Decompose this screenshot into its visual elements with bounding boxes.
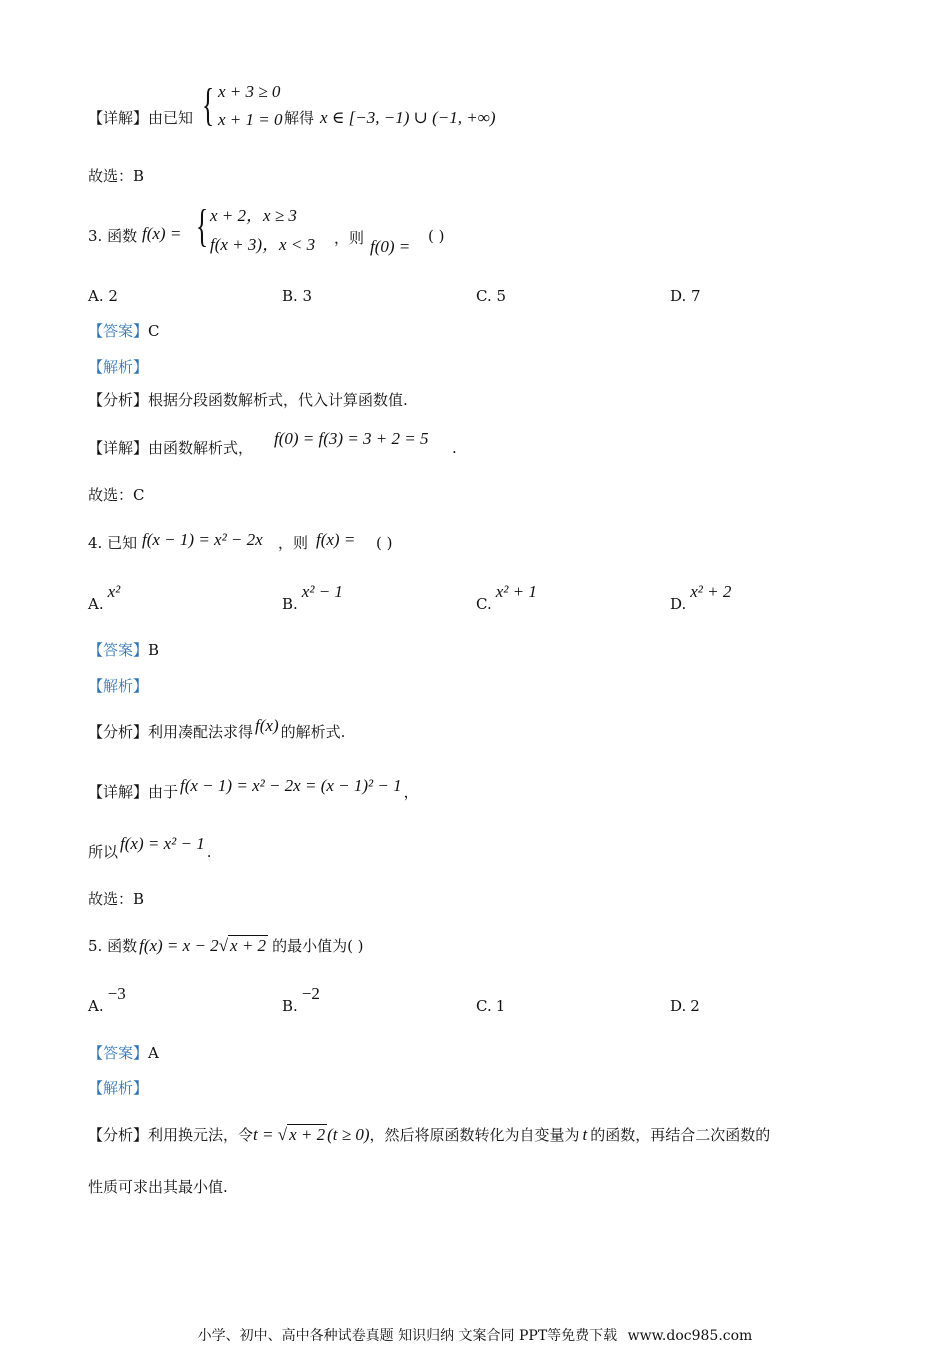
q4-ask: f(x) = [316,530,356,549]
q4-xiangjie [88,776,419,802]
q4-xiangjie-math: f(x − 1) = x² − 2x = (x − 1)² − 1 [180,776,402,795]
q4-analysis-label: 【解析】 [88,677,149,695]
q4-option-b [282,582,343,614]
solution-set: x ∈ [−3, −1) ∪ (−1, +∞) [320,108,496,127]
q4-option-d-expr: x² + 2 [690,582,732,601]
q5-analysis-label: 【解析】 [88,1079,149,1097]
q4-choice: 故选：B [88,890,145,908]
q3-xiangjie [88,438,253,458]
q3-answer-label: 【答案】 [88,322,149,340]
q3-xiangjie-label: 【详解】 [88,439,149,457]
q4-answer [88,640,159,660]
system-row-1: x + 3 ≥ 0 [218,82,281,101]
q4-then: ，则 [278,534,309,552]
detail-line [88,108,193,128]
q3-choice: 故选：C [88,486,145,504]
q3-fenxi [88,390,408,410]
q3-analysis-label: 【解析】 [88,358,149,376]
q5-fenxi-mid: ，然后将原函数转化为自变量为 [369,1126,580,1144]
q4-option-a [88,582,121,614]
q4-paren: ( ) [376,534,393,552]
q5-fenxi-sqrt: √ x + 2 [277,1125,326,1144]
q5-answer [88,1043,159,1063]
q3-fenxi-label: 【分析】 [88,391,149,409]
q5-fx: f(x) = x − 2 [139,936,219,955]
q5-sqrt: √ x + 2 [218,936,267,955]
q5-fenxi-t: t [582,1125,588,1144]
q4-stem-prefix: 4. 已知 [88,534,138,552]
q3-answer [88,321,160,341]
q5-stem [88,936,364,956]
q4-fenxi-post: 的解析式. [280,723,346,741]
q5-fenxi-sqrt-arg: x + 2 [289,1125,326,1144]
q5-option-b [282,984,320,1016]
q3-stem-prefix: 3. 函数 [88,227,138,245]
q3-xiangjie-end: . [452,439,457,457]
q4-option-a-expr: x² [107,582,121,601]
q4-answer-value: B [148,641,160,659]
q3-case-2: f(x + 3)，x < 3 [210,235,316,254]
q3-xiangjie-math: f(0) = f(3) = 3 + 2 = 5 [274,429,429,448]
q4-suoyi-end: . [206,843,212,861]
system-brace: { [202,79,215,130]
q3-paren: ( ) [428,227,445,245]
q5-option-b-expr: −2 [301,984,320,1003]
choice-line: 故选：B [88,167,145,185]
q3-answer-value: C [148,322,160,340]
q3-ask: f(0) = [370,237,411,256]
q5-sqrt-arg: x + 2 [230,936,267,955]
q5-fenxi-pre: 利用换元法，令 [148,1126,254,1144]
q3-fx: f(x) = [142,224,182,243]
q5-fenxi-math2: (t ≥ 0) [327,1125,370,1144]
q5-option-c-letter: C. [476,997,492,1015]
q4-option-a-letter: A. [88,595,104,613]
q5-option-b-letter: B. [282,997,298,1015]
q4-option-b-letter: B. [282,595,298,613]
q4-option-c-letter: C. [476,595,492,613]
q4-fenxi [88,716,346,742]
system-row-2: x + 1 = 0 [218,110,283,129]
solve-word: 解得 [284,109,315,127]
footer-url[interactable]: www.doc985.com [627,1328,753,1344]
q4-option-d [670,582,732,614]
q4-option-c [476,582,537,614]
q5-fenxi [88,1125,770,1145]
q3-xiangjie-text: 由函数解析式， [148,439,254,457]
detail-label: 【详解】 [88,109,149,127]
q5-answer-label: 【答案】 [88,1044,149,1062]
q5-stem-prefix: 5. 函数 [88,937,138,955]
q5-option-d-letter: D. [670,997,687,1015]
q4-xiangjie-end: ， [403,783,419,801]
q5-option-d [670,996,700,1016]
q3-then: ，则 [334,229,365,247]
q4-suoyi-label: 所以 [88,843,119,861]
q5-stem-suffix: 的最小值为( ) [272,937,364,955]
q4-fenxi-label: 【分析】 [88,723,149,741]
detail-text: 由已知 [148,109,194,127]
page-footer [0,1325,950,1345]
q3-brace: { [196,200,209,251]
q4-fenxi-pre: 利用凑配法求得 [148,723,254,741]
q4-option-c-expr: x² + 1 [495,582,537,601]
footer-text: 小学、初中、高中各种试卷真题 知识归纳 文案合同 PPT等免费下载 [197,1328,618,1344]
q5-fenxi-math1: t = [253,1125,278,1144]
q4-answer-label: 【答案】 [88,641,149,659]
q3-option-a: A. 2 [88,287,118,305]
q5-option-c-expr: 1 [495,997,506,1015]
q5-option-d-expr: 2 [690,997,700,1015]
q4-xiangjie-label: 【详解】 [88,783,149,801]
q3-case-1: x + 2，x ≥ 3 [210,206,297,225]
q4-xiangjie-text: 由于 [148,783,179,801]
q5-option-c [476,996,505,1016]
q3-option-b: B. 3 [282,287,313,305]
q4-option-b-expr: x² − 1 [301,582,343,601]
q5-option-a-letter: A. [88,997,104,1015]
q5-fenxi-post: 的函数，再结合二次函数的 [590,1126,771,1144]
q3-fenxi-text: 根据分段函数解析式，代入计算函数值. [148,391,408,409]
q5-option-a-expr: −3 [107,984,126,1003]
q4-fenxi-math: f(x) [255,716,279,735]
q4-given: f(x − 1) = x² − 2x [142,530,263,549]
q5-answer-value: A [148,1044,159,1062]
q3-option-d: D. 7 [670,287,701,305]
q3-option-c: C. 5 [476,287,507,305]
q5-fenxi-label: 【分析】 [88,1126,149,1144]
q4-option-d-letter: D. [670,595,687,613]
q5-fenxi-line2: 性质可求出其最小值. [88,1178,228,1196]
q4-suoyi [88,834,212,862]
q5-option-a [88,984,126,1016]
q4-suoyi-math: f(x) = x² − 1 [120,834,205,853]
